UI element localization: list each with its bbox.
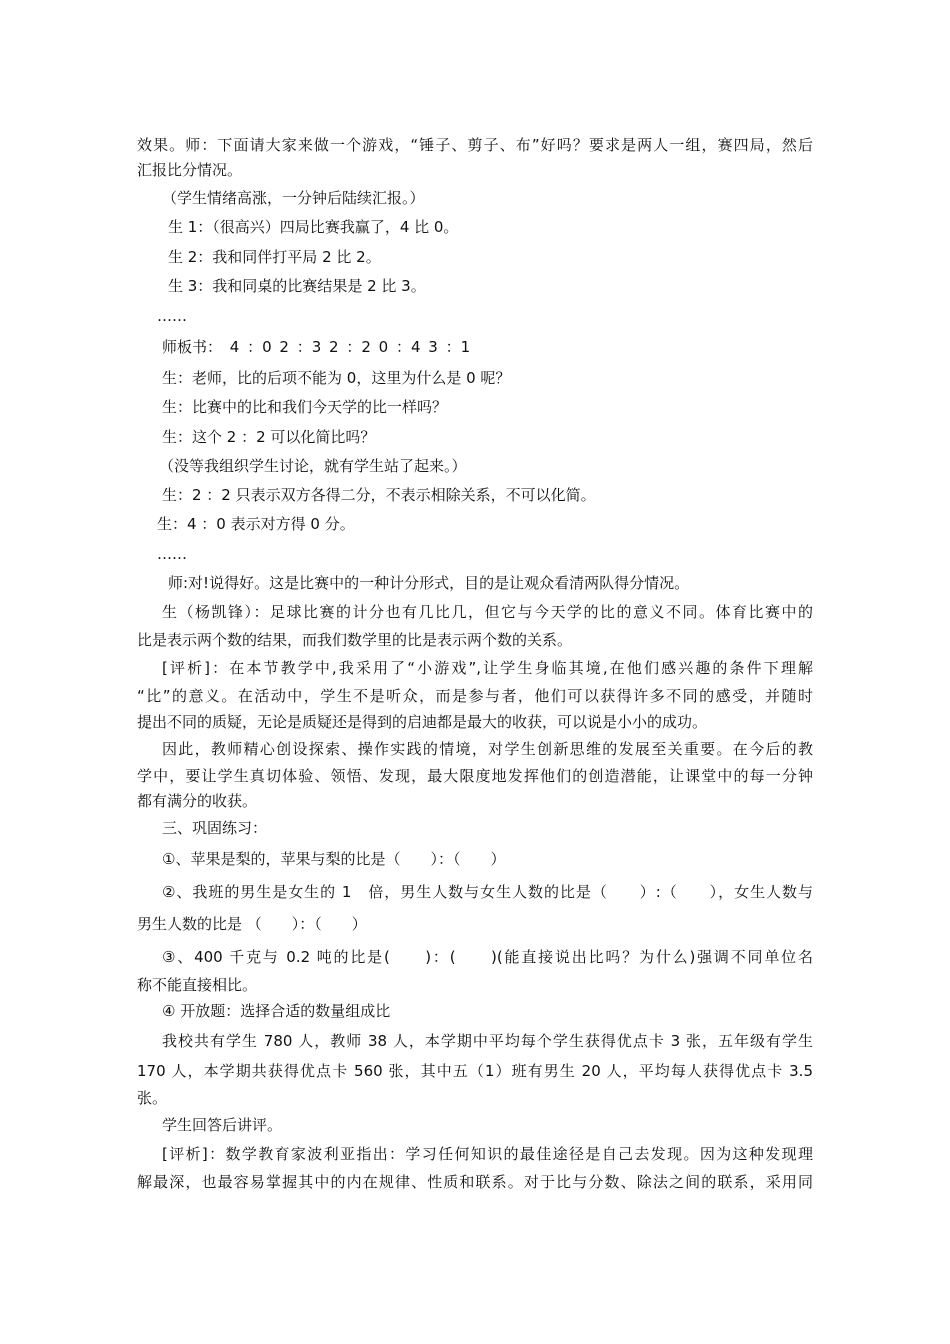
paragraph-line: 生 1：（很高兴）四局比赛我赢了，4 比 0。 [168,218,459,236]
paragraph-line: 生：这个 2 ：2 可以化简比吗？ [162,428,376,446]
exercise-item: ④ 开放题：选择合适的数量组成比 [162,1002,391,1020]
ellipsis-line: …… [157,545,187,563]
paragraph-line: “比”的意义。在活动中，学生不是听众，而是参与者，他们可以获得许多不同的感受，并随时 [137,687,813,705]
paragraph-line: [评析]：数学教育家波利亚指出：学习任何知识的最佳途径是自己去发现。因为这种发现理 [162,1145,813,1163]
paragraph-line: 提出不同的质疑，无论是质疑还是得到的启迪都是最大的收获，可以说是小小的成功。 [137,713,708,731]
paragraph-line: 生：4 ：0 表示对方得 0 分。 [157,515,355,533]
paragraph-line: 师板书： 4 ：0 2 ：3 2 ：2 0 ：4 3 ：1 [162,338,471,356]
paragraph-line: 我校共有学生 780 人，教师 38 人，本学期中平均每个学生获得优点卡 3 张，五年级有学生 [162,1032,813,1050]
paragraph-line: 比是表示两个数的结果，而我们数学里的比是表示两个数的关系。 [137,631,573,649]
paragraph-line: 生 2：我和同伴打平局 2 比 2。 [168,248,381,266]
paragraph-line: 生：老师，比的后项不能为 0，这里为什么是 0 呢？ [162,369,511,387]
paragraph-line: 生 3：我和同桌的比赛结果是 2 比 3。 [168,277,426,295]
paragraph-line: 学生回答后讲评。 [162,1116,283,1134]
paragraph-line: 解最深，也最容易掌握其中的内在规律、性质和联系。对于比与分数、除法之间的联系，采用同 [137,1173,813,1191]
ellipsis-line: …… [157,307,187,325]
paragraph-line: 都有满分的收获。 [137,792,258,810]
paragraph-line: 师:对!说得好。这是比赛中的一种计分形式，目的是让观众看清两队得分情况。 [168,574,690,592]
exercise-item: 称不能直接相比。 [137,976,258,994]
paragraph-line: 效果。师：下面请大家来做一个游戏，“锤子、剪子、布”好吗？要求是两人一组，赛四局，然后 [137,136,813,154]
exercise-item: ②、我班的男生是女生的 1 倍，男生人数与女生人数的比是（ ）:（ ），女生人数与 [162,883,813,901]
exercise-item: ③、400 千克与 0.2 吨的比是( )：( )(能直接说出比吗？为什么)强调不同单位名 [162,948,813,966]
paragraph-line: 生：比赛中的比和我们今天学的比一样吗？ [162,398,448,416]
exercise-item: 男生人数的比是 （ ）：（ ） [137,915,367,933]
paragraph-line: （没等我组织学生讨论，就有学生站了起来。） [159,457,467,475]
paragraph-line: 汇报比分情况。 [137,161,243,179]
paragraph-line: [评析]：在本节教学中,我采用了“小游戏”,让学生身临其境,在他们感兴趣的条件下理解 [162,659,813,677]
paragraph-line: 因此，教师精心创设探索、操作实践的情境，对学生创新思维的发展至关重要。在今后的教 [162,740,813,758]
paragraph-line: 学中，要让学生真切体验、领悟、发现，最大限度地发挥他们的创造潜能，让课堂中的每一分钟 [137,767,813,785]
paragraph-line: 生：2 ：2 只表示双方各得二分，不表示相除关系，不可以化简。 [162,486,596,504]
exercise-item: ①、苹果是梨的，苹果与梨的比是（ ）：（ ） [162,850,506,868]
paragraph-line: 170 人，本学期共获得优点卡 560 张，其中五（1）班有男生 20 人，平均每人获得优点卡 3.5 [137,1062,813,1080]
paragraph-line: 生（杨凯锋）：足球比赛的计分也有几比几，但它与今天学的比的意义不同。体育比赛中的 [162,603,813,621]
section-heading: 三、巩固练习： [162,819,268,837]
paragraph-line: 张。 [137,1089,168,1107]
paragraph-line: （学生情绪高涨，一分钟后陆续汇报。） [162,189,425,207]
